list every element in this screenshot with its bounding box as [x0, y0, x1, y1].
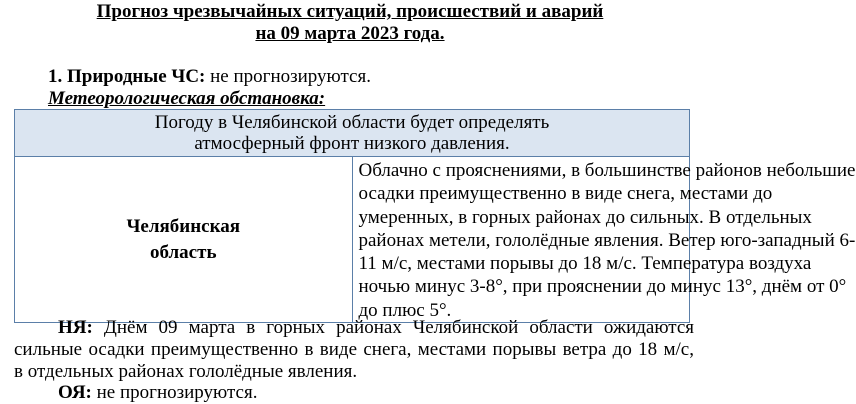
- description-line: 11 м/с, местами порывы до 18 м/с. Температура воздуха: [358, 253, 812, 275]
- oya-label: ОЯ:: [58, 382, 92, 403]
- oya-text: не прогнозируются.: [91, 382, 258, 403]
- meteo-heading: Метеорологическая обстановка:: [48, 88, 326, 109]
- region-cell: [15, 157, 353, 323]
- weather-table: [14, 109, 856, 323]
- dangerous-phenomena-line: [58, 382, 257, 404]
- natural-emergencies-label: 1. Природные ЧС:: [48, 66, 206, 87]
- ny-line: сильные осадки преимущественно в виде снега, местами порывы ветра до 18 м/с,: [14, 339, 694, 360]
- description-line: ночью минус 3-8°, при прояснении до минус 13°, днём от 0°: [358, 276, 847, 298]
- header-line1: Погоду в Челябинской области будет определять: [154, 112, 550, 133]
- weather-table-header: [15, 110, 690, 157]
- ny-text: Днём 09 марта в горных районах Челябинской области ожидаются: [92, 317, 694, 338]
- header-line2: атмосферный фронт низкого давления.: [194, 133, 510, 154]
- ny-line: в отдельных районах гололёдные явления.: [14, 361, 358, 382]
- region-line1: Челябинская: [126, 215, 241, 237]
- region-line2: область: [150, 241, 217, 263]
- description-line: Облачно с прояснениями, в большинстве районов небольшие: [358, 160, 856, 181]
- description-line: районах метели, гололёдные явления. Ветер юго-западный 6-: [358, 229, 856, 251]
- description-line: осадки преимущественно в виде снега, местами до: [358, 183, 773, 205]
- ny-line: [14, 317, 694, 339]
- document-title-line2: на 09 марта 2023 года.: [255, 23, 445, 44]
- weather-description-cell: [352, 157, 856, 323]
- ny-label: НЯ:: [58, 317, 93, 338]
- description-line: до плюс 5°.: [358, 299, 452, 321]
- unfavorable-phenomena-paragraph: [14, 317, 694, 383]
- natural-emergencies-line: [48, 66, 371, 88]
- document-title-line1: Прогноз чрезвычайных ситуаций, происшествий и аварий: [96, 1, 604, 22]
- natural-emergencies-text: не прогнозируются.: [205, 66, 371, 87]
- description-line: умеренных, в горных районах до сильных. В отдельных: [358, 206, 812, 228]
